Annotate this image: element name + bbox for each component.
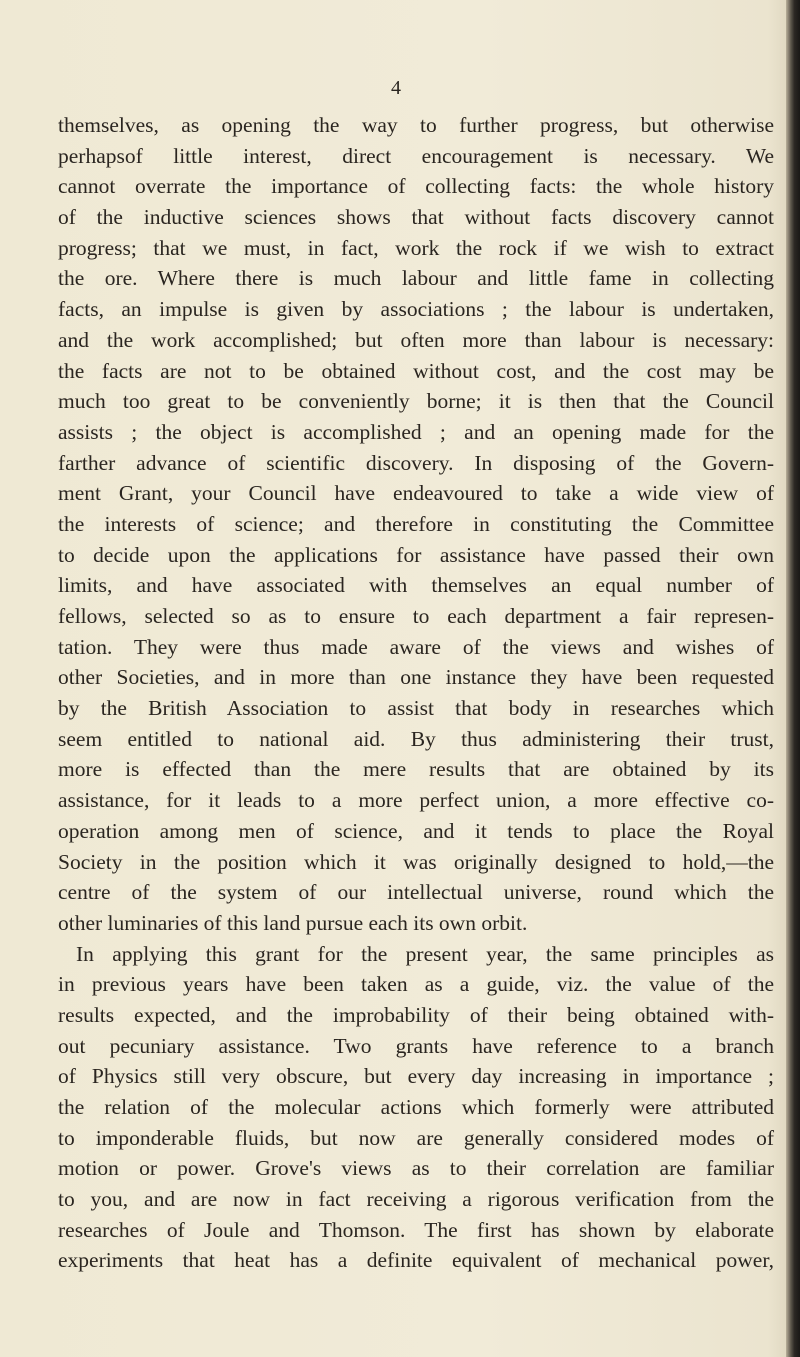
text-line: other Societies, and in more than one instance they have been requested	[58, 665, 774, 690]
text-line: to decide upon the applications for assistance have passed their own	[58, 542, 774, 567]
text-line: the ore. Where there is much labour and little fame in collecting	[58, 266, 774, 291]
text-line: farther advance of scientific discovery. In disposing of the Govern-	[58, 450, 774, 475]
text-line: motion or power. Grove's views as to their correlation are familiar	[58, 1156, 774, 1181]
text-line: ment Grant, your Council have endeavoured to take a wide view of	[58, 481, 774, 506]
text-line: to imponderable fluids, but now are generally considered modes of	[58, 1125, 774, 1150]
page-edge-shadow	[786, 0, 800, 1357]
text-line: experiments that heat has a definite equivalent of mechanical power,	[58, 1248, 774, 1273]
body-text	[58, 110, 774, 1276]
text-line: assistance, for it leads to a more perfect union, a more effective co-	[58, 788, 774, 813]
text-line: facts, an impulse is given by associations ; the labour is undertaken,	[58, 297, 774, 322]
text-line: out pecuniary assistance. Two grants have reference to a branch	[58, 1033, 774, 1058]
text-line: and the work accomplished; but often more than labour is necessary:	[58, 327, 774, 352]
text-line: the interests of science; and therefore in constituting the Committee	[58, 511, 774, 536]
text-line: cannot overrate the importance of collecting facts: the whole history	[58, 174, 774, 199]
text-line: operation among men of science, and it tends to place the Royal	[58, 818, 774, 843]
text-line: much too great to be conveniently borne; it is then that the Council	[58, 389, 774, 414]
text-line: seem entitled to national aid. By thus administering their trust,	[58, 726, 774, 751]
text-line: tation. They were thus made aware of the views and wishes of	[58, 634, 774, 659]
text-line: limits, and have associated with themselves an equal number of	[58, 573, 774, 598]
text-line: the relation of the molecular actions which formerly were attributed	[58, 1095, 774, 1119]
text-line: Society in the position which it was originally designed to hold,—the	[58, 849, 774, 874]
text-line: by the British Association to assist that body in researches which	[58, 696, 774, 721]
text-line: of Physics still very obscure, but every day increasing in importance ;	[58, 1064, 774, 1089]
text-line: themselves, as opening the way to further progress, but otherwise	[58, 113, 774, 137]
text-line: perhapsof little interest, direct encouragement is necessary. We	[58, 143, 774, 168]
text-line: other luminaries of this land pursue each its own orbit.	[58, 910, 528, 935]
text-line: the facts are not to be obtained without cost, and the cost may be	[58, 358, 774, 383]
text-line: in previous years have been taken as a guide, viz. the value of the	[58, 972, 774, 997]
text-line: to you, and are now in fact receiving a rigorous verification from the	[58, 1187, 774, 1212]
page-number: 4	[391, 77, 401, 99]
text-line: researches of Joule and Thomson. The first has shown by elaborate	[58, 1217, 774, 1242]
text-line: more is effected than the mere results that are obtained by its	[58, 757, 774, 782]
text-line: fellows, selected so as to ensure to each department a fair represen-	[58, 604, 774, 628]
text-line: of the inductive sciences shows that without facts discovery cannot	[58, 205, 774, 230]
text-line: In applying this grant for the present year, the same principles as	[76, 941, 774, 966]
text-line: progress; that we must, in fact, work the rock if we wish to extract	[58, 235, 774, 260]
text-line: results expected, and the improbability of their being obtained with-	[58, 1002, 774, 1027]
text-line: centre of the system of our intellectual universe, round which the	[58, 880, 774, 905]
text-line: assists ; the object is accomplished ; and an opening made for the	[58, 419, 774, 444]
